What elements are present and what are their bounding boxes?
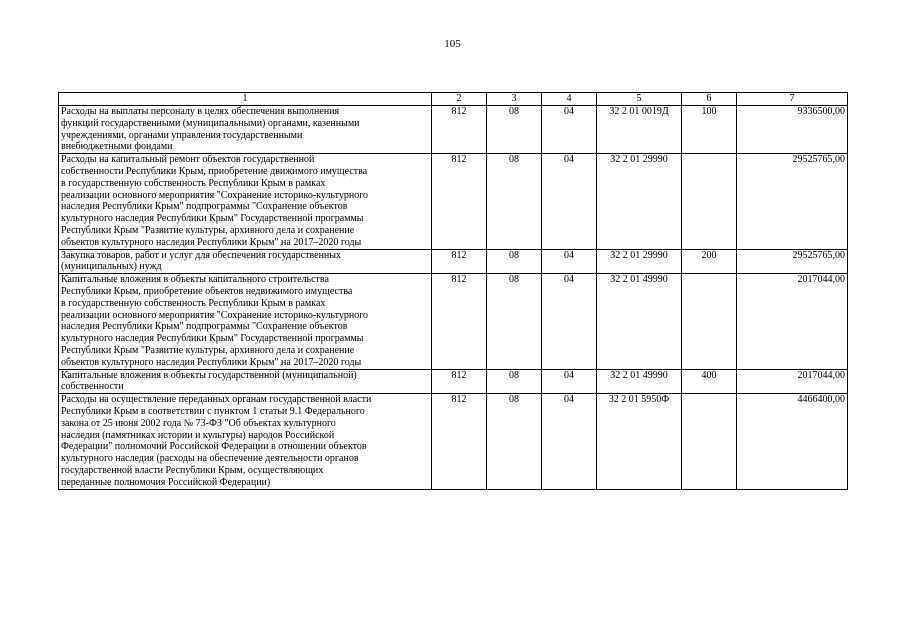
description-line: Закупка товаров, работ и услуг для обеспечения государственных: [61, 249, 342, 261]
section-code: 08: [487, 394, 542, 489]
expense-description: [59, 154, 432, 249]
subsection-code: 04: [542, 274, 597, 369]
header-col-7: 7: [737, 93, 848, 106]
ministry-code: 812: [432, 106, 487, 154]
section-code: 08: [487, 274, 542, 369]
description-line: объектов культурного наследия Республики Крым" на 2017–2020 годы: [61, 236, 362, 248]
header-col-3: 3: [487, 93, 542, 106]
ministry-code: 812: [432, 249, 487, 274]
description-line: учреждениями, органами управления государственными: [61, 129, 303, 141]
amount-value: 29525765,00: [737, 249, 848, 274]
description-line: реализации основного мероприятия "Сохранение историко-культурного: [61, 309, 369, 321]
header-col-1: 1: [59, 93, 432, 106]
target-article-code: 32 2 01 29990: [597, 154, 682, 249]
description-line: наследия Республики Крым" подпрограммы "Сохранение объектов: [61, 201, 348, 213]
ministry-code: 812: [432, 274, 487, 369]
description-line: Республики Крым "Развитие культуры, архивного дела и сохранение: [61, 344, 355, 356]
subsection-code: 04: [542, 249, 597, 274]
amount-value: 2017044,00: [737, 274, 848, 369]
expense-type-code: [682, 154, 737, 249]
target-article-code: 32 2 01 49990: [597, 369, 682, 394]
description-line: культурного наследия Республики Крым" Государственной программы: [61, 213, 364, 225]
description-line: (муниципальных) нужд: [61, 261, 162, 273]
expense-type-code: 200: [682, 249, 737, 274]
description-line: Расходы на осуществление переданных органам государственной власти: [61, 394, 372, 406]
expense-type-code: 400: [682, 369, 737, 394]
amount-value: 9336500,00: [737, 106, 848, 154]
subsection-code: 04: [542, 369, 597, 394]
expense-description: [59, 274, 432, 369]
expense-description: [59, 106, 432, 154]
description-line: Капитальные вложения в объекты капитального строительства: [61, 274, 329, 286]
amount-value: 2017044,00: [737, 369, 848, 394]
description-line: Республики Крым, приобретение объектов недвижимого имущества: [61, 285, 353, 297]
amount-value: 29525765,00: [737, 154, 848, 249]
section-code: 08: [487, 249, 542, 274]
description-line: Расходы на выплаты персоналу в целях обеспечения выполнения: [61, 106, 340, 117]
expense-type-code: [682, 394, 737, 489]
description-line: Расходы на капитальный ремонт объектов государственной: [61, 154, 315, 166]
description-line: Республики Крым "Развитие культуры, архивного дела и сохранение: [61, 224, 355, 236]
ministry-code: 812: [432, 394, 487, 489]
description-line: закона от 25 июня 2002 года № 73-ФЗ "Об объектах культурного: [61, 417, 336, 429]
expense-type-code: 100: [682, 106, 737, 154]
description-line: наследия Республики Крым" подпрограммы "Сохранение объектов: [61, 321, 348, 333]
description-line: Федерации" полномочий Российской Федерации в отношении объектов: [61, 441, 367, 453]
target-article-code: 32 2 01 29990: [597, 249, 682, 274]
subsection-code: 04: [542, 106, 597, 154]
expense-description: [59, 249, 432, 274]
amount-value: 4466400,00: [737, 394, 848, 489]
description-line: наследия (памятниках истории и культуры) народов Российской: [61, 429, 335, 441]
description-line: переданные полномочия Российской Федерации): [61, 476, 271, 488]
description-line: собственности: [61, 381, 124, 393]
description-line: государственной власти Республики Крым, осуществляющих: [61, 464, 324, 476]
description-line: реализации основного мероприятия "Сохранение историко-культурного: [61, 189, 369, 201]
description-line: культурного наследия Республики Крым" Государственной программы: [61, 333, 364, 345]
page-number: 105: [444, 38, 461, 50]
header-col-6: 6: [682, 93, 737, 106]
description-line: культурного наследия (расходы на обеспечение деятельности органов: [61, 453, 359, 465]
target-article-code: 32 2 01 5950Ф: [597, 394, 682, 489]
table-row: [59, 274, 848, 369]
table-row: [59, 369, 848, 394]
ministry-code: 812: [432, 154, 487, 249]
description-line: Капитальные вложения в объекты государственной (муниципальной): [61, 369, 357, 381]
description-line: Республики Крым в соответствии с пунктом 1 статьи 9.1 Федерального: [61, 405, 365, 417]
subsection-code: 04: [542, 394, 597, 489]
section-code: 08: [487, 369, 542, 394]
table-row: [59, 249, 848, 274]
target-article-code: 32 2 01 49990: [597, 274, 682, 369]
header-col-4: 4: [542, 93, 597, 106]
description-line: функций государственными (муниципальными) органами, казенными: [61, 117, 360, 129]
description-line: объектов культурного наследия Республики Крым" на 2017–2020 годы: [61, 356, 362, 368]
header-col-5: 5: [597, 93, 682, 106]
target-article-code: 32 2 01 0019Д: [597, 106, 682, 154]
section-code: 08: [487, 106, 542, 154]
description-line: в государственную собственность Республики Крым в рамках: [61, 297, 326, 309]
subsection-code: 04: [542, 154, 597, 249]
expense-description: [59, 394, 432, 489]
table-row: [59, 154, 848, 249]
table-row: [59, 394, 848, 489]
description-line: в государственную собственность Республики Крым в рамках: [61, 177, 326, 189]
description-line: собственности Республики Крым, приобретение движимого имущества: [61, 165, 368, 177]
description-line: внебюджетными фондами: [61, 141, 173, 153]
expense-description: [59, 369, 432, 394]
expense-type-code: [682, 274, 737, 369]
ministry-code: 812: [432, 369, 487, 394]
section-code: 08: [487, 154, 542, 249]
budget-table: [58, 92, 848, 490]
header-col-2: 2: [432, 93, 487, 106]
header-row: [59, 93, 848, 106]
table-row: [59, 106, 848, 154]
